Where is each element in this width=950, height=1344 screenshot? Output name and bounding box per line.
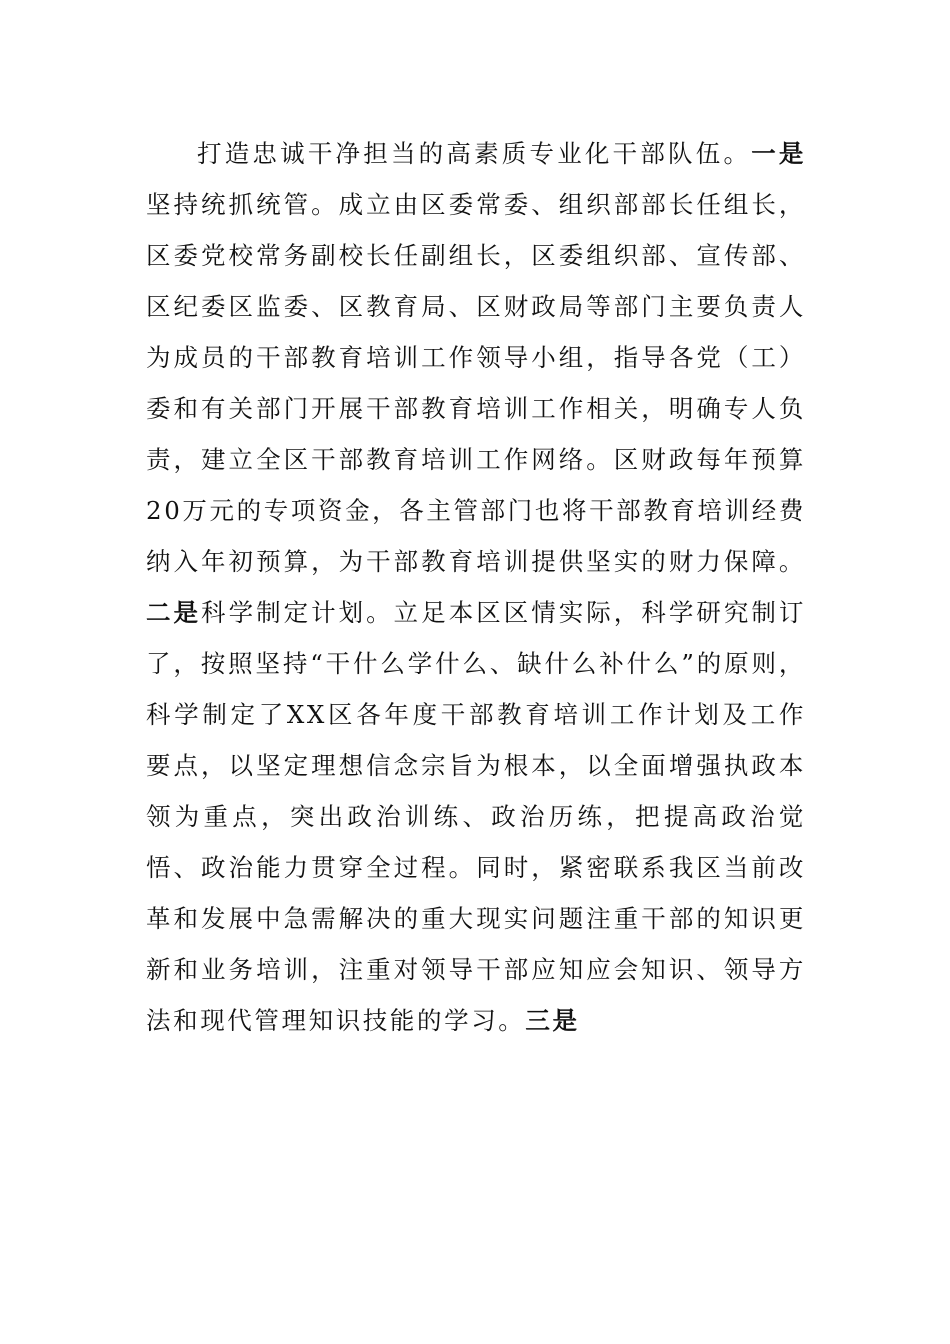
bold-marker-three: 三是 bbox=[525, 1006, 580, 1035]
bold-marker-one: 一是 bbox=[751, 139, 806, 168]
bold-marker-two: 二是 bbox=[146, 598, 202, 627]
body-paragraph bbox=[146, 128, 806, 1046]
text-run: 坚持统抓统管。成立由区委常委、组织部部长任组长，区委党校常务副校长任副组长，区委组织部、宣传部、区纪委区监委、区教育局、区财政局等部门主要负责人为成员的干部教育培训工作领导小组，指导各党（工）委和有关部门开展干部教育培训工作相关，明确专人负责，建立全区干部教育培训工作网络。区财政每年预算20万元的专项资金，各主管部门也将干部教育培训经费纳入年初预算，为干部教育培训提供坚实的财力保障。 bbox=[146, 190, 806, 576]
text-run: 科学制定计划。立足本区区情实际，科学研究制订了，按照坚持“干什么学什么、缺什么补什么”的原则，科学制定了XX区各年度干部教育培训工作计划及工作要点，以坚定理想信念宗旨为根本，以全面增强执政本领为重点，突出政治训练、政治历练，把提高政治觉悟、政治能力贯穿全过程。同时，紧密联系我区当前改革和发展中急需解决的重大现实问题注重干部的知识更新和业务培训，注重对领导干部应知应会知识、领导方法和现代管理知识技能的学习。 bbox=[146, 598, 807, 1035]
text-run: 打造忠诚干净担当的高素质专业化干部队伍。 bbox=[197, 139, 752, 168]
